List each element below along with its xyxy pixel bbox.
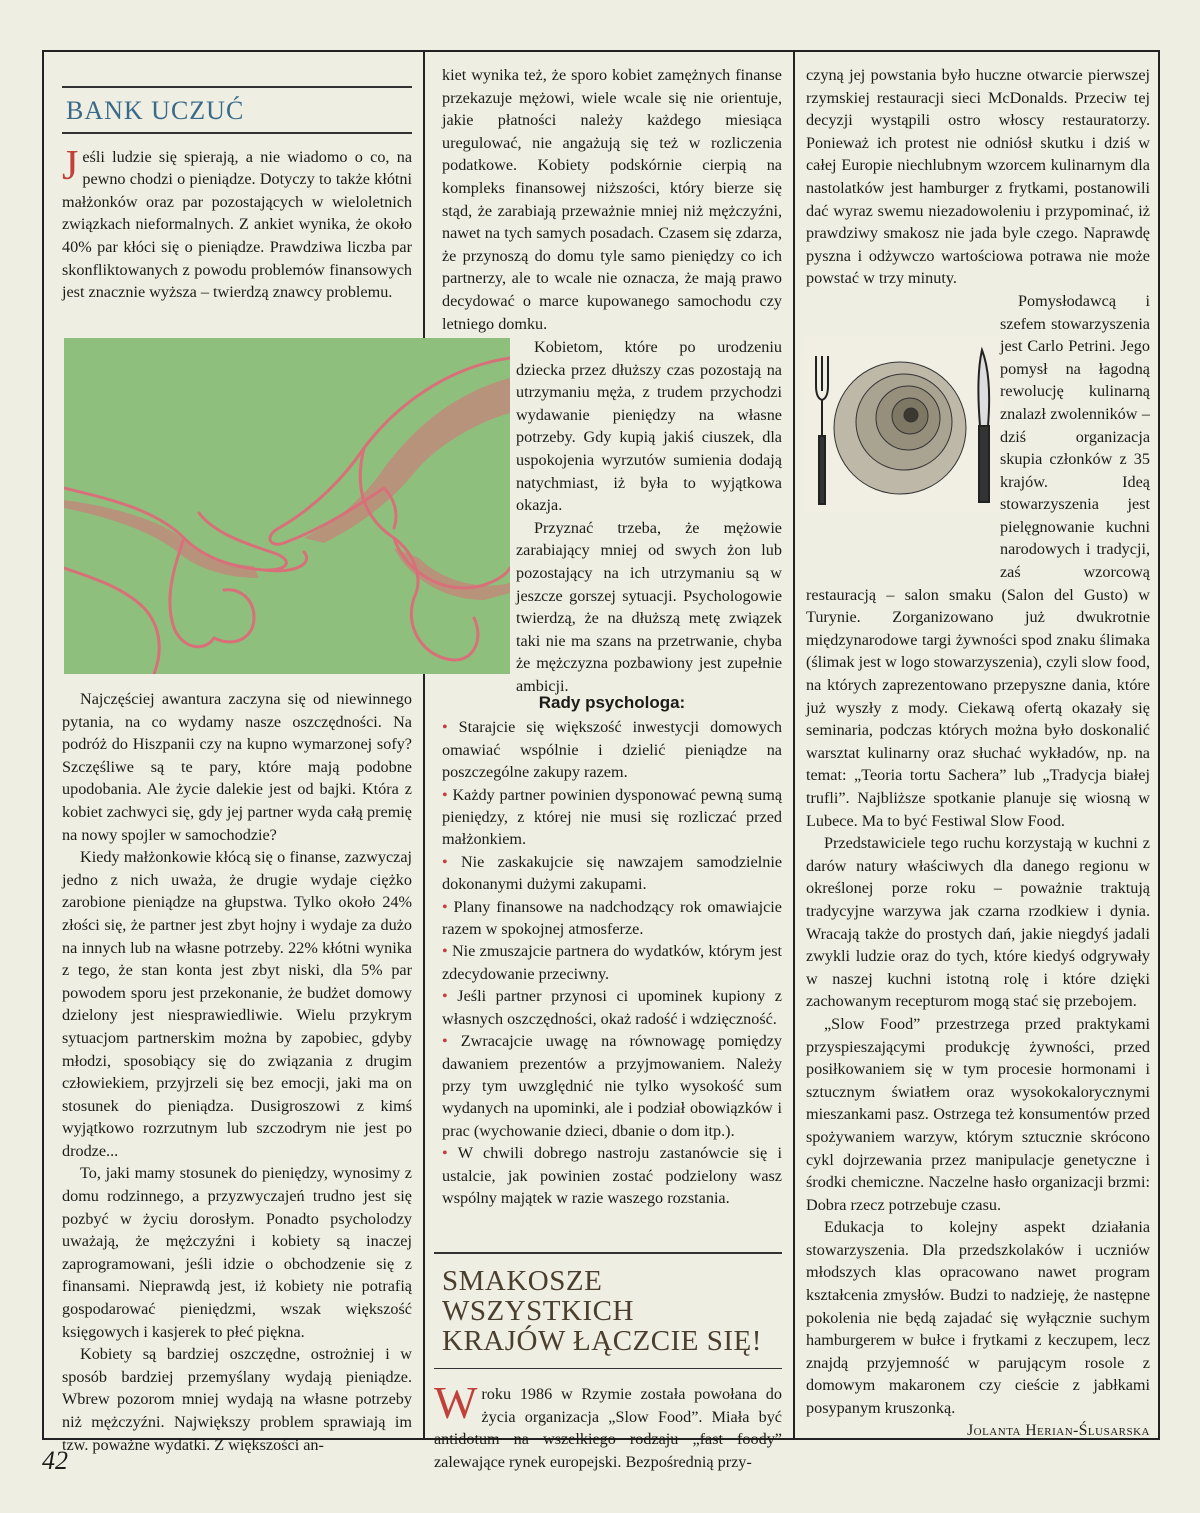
author-signature: Jolanta Herian-Ślusarska bbox=[967, 1421, 1150, 1439]
paragraph-text: Pomysłodawcą i szefem stowarzyszenia jest Carlo Petrini. Jego pomysł na łagodną rewolucję kulinarną znalazł zwolenników – dziś organizacja skupia członków z 35 krajów. Ideą stowarzyszenia jest pielęgnowanie kuchni narodowych i tradycji, zaś wzorcową restauracją – salon smaku (Salon del Gusto) w Turynie. Zorganizowano już dwukrotnie międzynarodowe targi żywności spod znaku ślimaka (ślimak jest w logo stowarzyszenia), czyli slow food, na których zaprezentowano przepyszne dania, które już wyszły z mody. Ciekawą ofertą okazały się seminaria, podczas których można było doskonalić warsztat kulinarny oraz słuchać wykładów, np. na temat: „Teoria tortu Sachera” lub „Tradycja białej trufli”. Najbliższe spotkanie planuje się wiosną w Lubece. Ma to być Festiwal Slow Food. bbox=[806, 291, 1150, 830]
tip-text: Jeśli partner przynosi ci upominek kupiony z własnych oszczędności, okaż radość i wdzięczność. bbox=[442, 987, 782, 1028]
paragraph: To, jaki mamy stosunek do pieniędzy, wynosimy z domu rodzinnego, a przyzwyczajeń trudno jest się pozbyć w życiu dorosłym. Ponadto psycholodzy uważają, że mężczyźni i kobiety są inaczej zaprogramowani, jeśli idzie o obchodzenie się z finansami. Nieprawdą jest, iż kobiety nie potrafią gospodarować pieniędzmi, wszak większość księgowych i kasjerek to płeć piękna. bbox=[62, 1164, 412, 1341]
title-rule-bottom-2 bbox=[434, 1368, 782, 1370]
paragraph: Kobietom, które po urodzeniu dziecka przez dłuższy czas pozostają na utrzymaniu męża, z trudem przychodzi wydawanie pieniędzy na własne potrzeby. Gdy kupią jakiś ciuszek, dla uspokojenia wyrzutów sumienia dodają natychmiast, iż była to wyjątkowa okazja. bbox=[516, 338, 782, 515]
title-rule-top bbox=[62, 86, 412, 88]
tip-item bbox=[442, 985, 782, 1030]
paragraph bbox=[806, 290, 1150, 832]
hands-illustration bbox=[64, 338, 510, 674]
article1-col2-narrow bbox=[516, 336, 782, 698]
article1-intro bbox=[62, 142, 412, 304]
article2-intro-block bbox=[434, 1252, 782, 1473]
bullet-icon: • bbox=[442, 1144, 458, 1163]
tip-text: Nie zmuszajcie partnera do wydatków, którym jest zdecydowanie przeciwny. bbox=[442, 942, 783, 983]
tip-text: Starajcie się większość inwestycji domowych omawiać wspólnie i dzielić pieniądze na poszczególne zakupy razem. bbox=[442, 718, 783, 782]
article1-col2-text bbox=[442, 64, 782, 335]
tips-list bbox=[442, 716, 782, 1209]
tip-text: Nie zaskakujcie się nawzajem samodzielnie dokonanymi dużymi zakupami. bbox=[442, 852, 782, 894]
article1-title: BANK UCZUĆ bbox=[66, 95, 245, 125]
bullet-icon: • bbox=[442, 852, 461, 871]
article1-intro-text: eśli ludzie się spierają, a nie wiadomo o co, na pewno chodzi o pieniądze. Dotyczy to także kłótni małżonków oraz par pozostających w wieloletnich związkach nieformalnych. Z ankiet wynika, że około 40% par kłóci się o pieniądze. Prawdziwa liczba par skonfliktowanych z powodu problemów finansowych jest znacznie wyższa – twierdzą znawcy problemu. bbox=[62, 147, 412, 302]
paragraph: Kobiety są bardziej oszczędne, ostrożniej i w sposób bardziej przemyślany wydają pieniądze. Wbrew pozorom mniej wydają na własne potrzeby niż mężczyźni. Największy problem sprawiają im tzw. poważne wydatki. Z większości an- bbox=[62, 1345, 412, 1454]
dropcap-w: W bbox=[434, 1377, 478, 1428]
tip-item bbox=[442, 716, 782, 783]
article2-title bbox=[442, 1266, 782, 1356]
paragraph: czyną jej powstania było huczne otwarcie pierwszej rzymskiej restauracji sieci McDonalds. Przeciw tej decyzji wystąpili ostro włoscy restauratorzy. Ponieważ ich protest nie odniósł skutku i dziś w całej Europie niechlubnym wzorcem kulinarnym dla nastolatków jest hamburger z frytkami, postanowili dać wyraz swemu niezadowoleniu i przypominać, iż prawdziwy smakosz nie jada byle czego. Naprawdę pyszna i odżywczo wartościowa potrawa nie może powstać w trzy minuty. bbox=[806, 66, 1150, 288]
psychologist-tips-box bbox=[442, 684, 782, 1209]
paragraph: „Slow Food” przestrzega przed praktykami przyspieszającymi produkcję żywności, przed posiłkowaniem się w tym procesie hormonami i sztucznym światłem oraz wysokokalorycznymi mieszankami pasz. Ostrzega też konsumentów przed spożywaniem warzyw, którym sztucznie skrócono cykl dojrzewania przez manipulacje genetyczne i środki chemiczne. Naczelne hasło organizacji brzmi: Dobra rzecz potrzebuje czasu. bbox=[806, 1014, 1150, 1214]
bullet-icon: • bbox=[442, 987, 458, 1006]
title-rule-bottom bbox=[62, 132, 412, 134]
tip-item bbox=[442, 940, 782, 985]
article1-col1-text bbox=[62, 688, 412, 1456]
dropcap-j: J bbox=[62, 142, 79, 189]
tip-item bbox=[442, 784, 782, 851]
article1-intro-block bbox=[62, 86, 412, 304]
tip-text: Zwracajcie uwagę na równowagę pomiędzy dawaniem prezentów a przyjmowaniem. Należy przy tym uwzględnić nie tylko wysokość sum wydanych na upominki, ale i podział obowiązków i prac (wychowanie dzieci, dbanie o dom itp.). bbox=[442, 1032, 782, 1140]
column-rule-1 bbox=[423, 50, 425, 1440]
article2-intro-text: roku 1986 w Rzymie została powołana do życia organizacja „Slow Food”. Miała być antidotum na wszelkiego rodzaju „fast foody” zalewające rynek europejski. Bezpośrednią przy- bbox=[434, 1385, 782, 1471]
bullet-icon: • bbox=[442, 785, 453, 804]
tip-item bbox=[442, 1142, 782, 1209]
bullet-icon: • bbox=[442, 897, 454, 916]
paragraph: kiet wynika też, że sporo kobiet zamężnych finanse przekazuje mężowi, wiele wcale się nie orientuje, jakie płatności należy każdego miesiąca uregulować, nie angażują się też w rozliczenia podatkowe. Kobiety podskórnie cierpią na kompleks finansowej niższości, który bierze się stąd, że zarabiają przeważnie mniej niż mężczyźni, nawet na tych samych posadach. Czasem się zdarza, że przynoszą do domu tyle samo pieniędzy co ich partnerzy, ale to wcale nie oznacza, że mają prawo decydować o marce kupowanego samochodu czy letniego domku. bbox=[442, 66, 782, 333]
bullet-icon: • bbox=[442, 942, 452, 961]
bullet-icon: • bbox=[442, 1032, 461, 1051]
tip-item bbox=[442, 896, 782, 941]
paragraph: Przedstawiciele tego ruchu korzystają w kuchni z darów natury właściwych dla danego regionu w określonej porze roku – poważnie traktują tradycyjne warzywa jak czarna rzodkiew i dynia. Wracają także do prostych dań, jakie niegdyś jadali zwykli ludzie oraz do tych, które kiedyś odgrywały w naszej kuchni istotną rolę i które dzięki zachowanym recepturom mogą stać się przebojem. bbox=[806, 834, 1150, 1011]
article2-title-line1: SMAKOSZE WSZYSTKICH bbox=[442, 1264, 634, 1327]
article2-intro bbox=[434, 1377, 782, 1473]
tip-item bbox=[442, 1030, 782, 1142]
tips-title: Rady psychologa: bbox=[538, 693, 686, 712]
bullet-icon: • bbox=[442, 718, 459, 737]
article2-title-line2: KRAJÓW ŁĄCZCIE SIĘ! bbox=[442, 1324, 762, 1357]
tip-text: Każdy partner powinien dysponować pewną sumą pieniędzy, z której nie musi się rozliczać przed małżonkiem. bbox=[442, 785, 782, 849]
tip-text: Plany finansowe na nadchodzący rok omawiajcie razem w spokojnej atmosferze. bbox=[442, 897, 782, 939]
paragraph: Edukacja to kolejny aspekt działania stowarzyszenia. Dla przedszkolaków i uczniów młodszych klas opracowano nawet program kształcenia zmysłów. Budzi to nadzieję, że następne pokolenia nie będą zajadać się wyłącznie suchym hamburgerem w bułce i frytkami z keczupem, lecz znajdą przyjemność w parującym rosole z domowym makaronem czy cieście z jabłkami posypanym kruszonką. bbox=[806, 1218, 1150, 1418]
article2-col3-top bbox=[806, 64, 1150, 1442]
column-rule-2 bbox=[793, 50, 795, 1440]
paragraph: Przyznać trzeba, że mężowie zarabiający mniej od swych żon lub pozostający na ich utrzymaniu są w jeszcze gorszej sytuacji. Psychologowie twierdzą, że na dłuższą metę związek taki nie ma szans na przetrwanie, chyba że mężczyzna pozbawiony jest zupełnie ambicji. bbox=[516, 518, 782, 695]
hands-drawing bbox=[64, 338, 510, 674]
tip-text: W chwili dobrego nastroju zastanówcie się i ustalcie, jak powinien zostać podzielony wasz wspólny majątek w razie waszego rozstania. bbox=[442, 1144, 782, 1207]
paragraph: Najczęściej awantura zaczyna się od niewinnego pytania, na co wydamy nasze oszczędności. Na podróż do Hiszpanii czy na kupno wymarzonej sofy? Szczęśliwe są te pary, które mają podobne upodobania. Ale życie dalekie jest od bajki. Która z kobiet zachwyci się, gdy jej partner wyda całą premię na nowy spojler w samochodzie? bbox=[62, 690, 412, 844]
snail-float-space bbox=[788, 330, 994, 562]
page-number: 42 bbox=[42, 1446, 68, 1475]
tip-item bbox=[442, 851, 782, 896]
paragraph: Kiedy małżonkowie kłócą się o finanse, zazwyczaj jedno z nich uważa, że drugie wydaje ciężko zarobione pieniądze na głupstwa. Tylko około 24% złości się, że partner jest zbyt hojny i wydaje za dużo na innych lub na własne potrzeby. 22% kłótni wynika z tego, że stan konta jest zbyt niski, dla 5% par powodem sporu jest przekonanie, że budżet domowy dzielony jest niesprawiedliwie. Wielu przykrym sytuacjom partnerskim można by zapobiec, gdyby młodzi, sposobiący się do związania z drugim człowiekiem, przyjrzeli się bez emocji, jaki ma on stosunek do pieniądza. Dusigroszowi z kimś wyjątkowo rozrzutnym lub szczodrym nie jest po drodze... bbox=[62, 848, 412, 1160]
title-rule-top-2 bbox=[434, 1252, 782, 1254]
